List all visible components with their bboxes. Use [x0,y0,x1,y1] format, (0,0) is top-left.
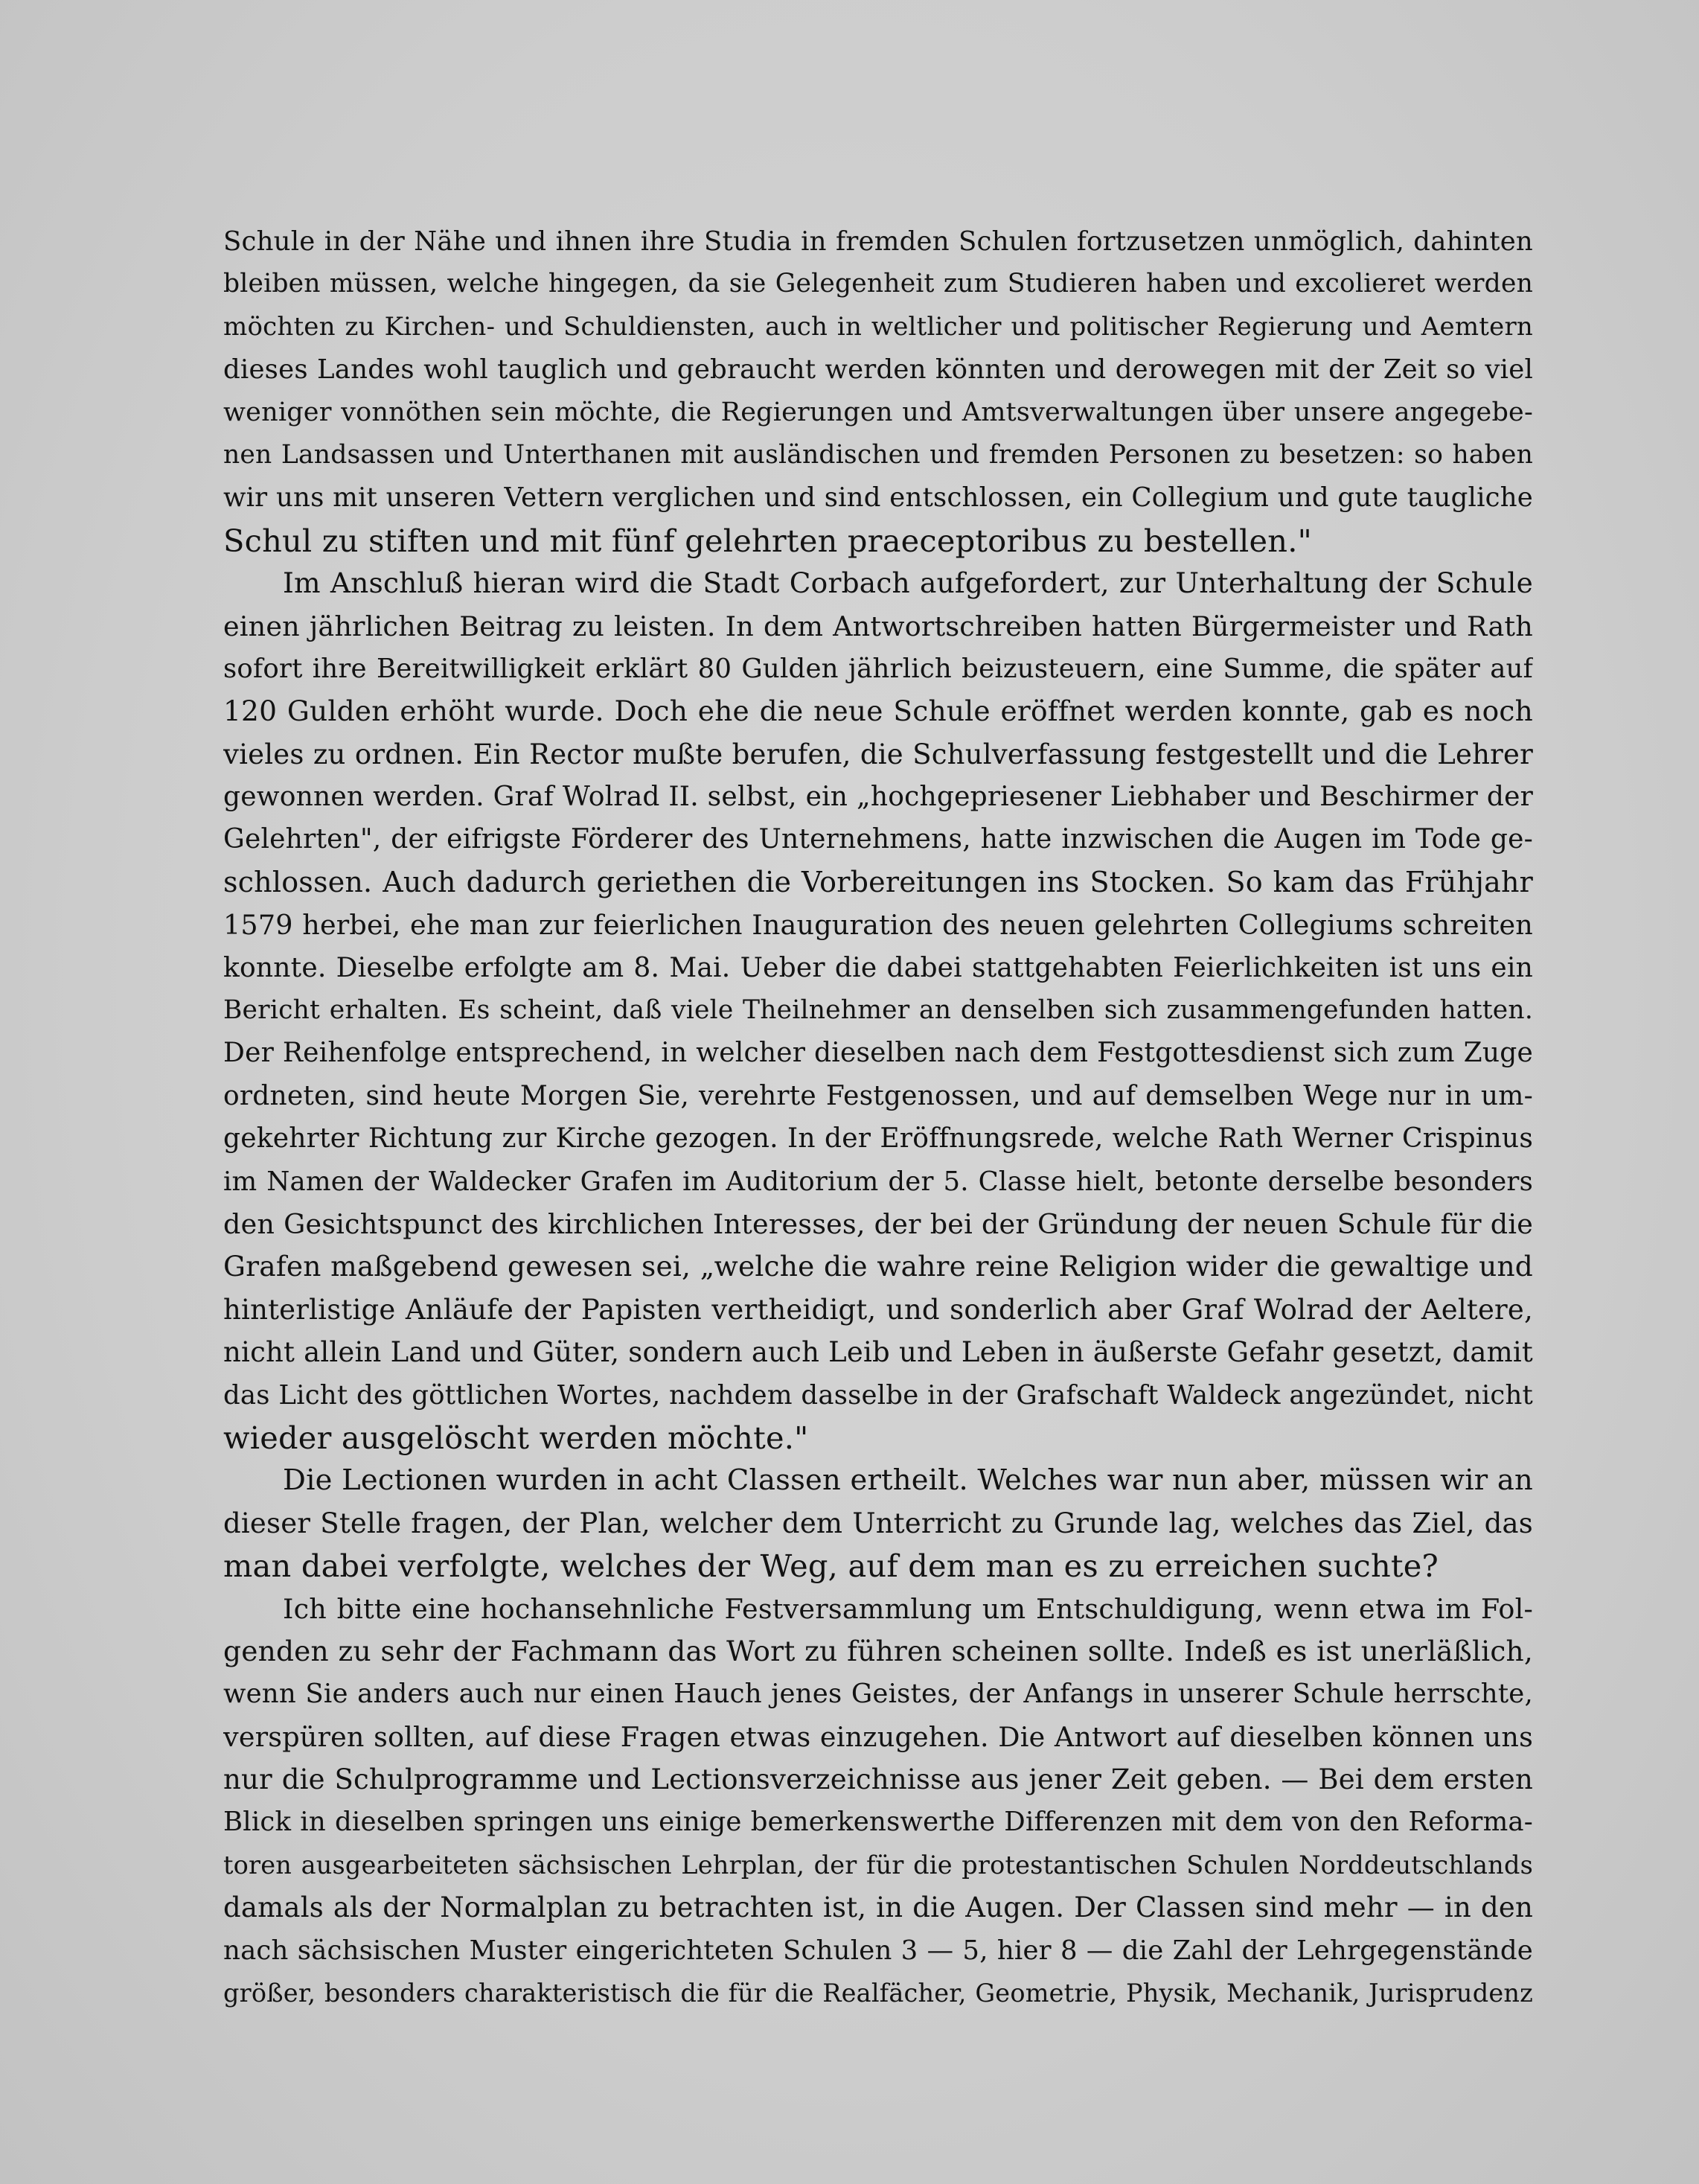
text-line: nur die Schulprogramme und Lectionsverzeichnisse aus jener Zeit geben. — Bei dem ersten [223,1763,1533,1796]
text-line: Im Anschluß hieran wird die Stadt Corbach aufgefordert, zur Unterhaltung der Schule [283,566,1533,600]
text-line: nach sächsischen Muster eingerichteten Schulen 3 — 5, hier 8 — die Zahl der Lehrgegenstände [223,1935,1533,1966]
text-line: Schule in der Nähe und ihnen ihre Studia in fremden Schulen fortzusetzen unmöglich, dahinten [223,226,1533,257]
text-line: Blick in dieselben springen uns einige bemerkenswerthe Differenzen mit dem von den Reforma- [223,1807,1533,1838]
text-line: wieder ausgelöscht werden möchte." [223,1419,809,1456]
text-line: konnte. Dieselbe erfolgte am 8. Mai. Ueber die dabei stattgehabten Feierlichkeiten ist uns ein [223,952,1533,983]
text-line: toren ausgearbeiteten sächsischen Lehrplan, der für die protestantischen Schulen Norddeutschlands [223,1850,1533,1880]
text-line: den Gesichtspunct des kirchlichen Interesses, der bei der Gründung der neuen Schule für die [223,1207,1533,1240]
text-line: Schul zu stiften und mit fünf gelehrten praeceptoribus zu bestellen." [223,522,1312,559]
paragraph-4 [223,1588,1533,2015]
text-line: im Namen der Waldecker Grafen im Auditorium der 5. Classe hielt, betonte derselbe besonders [223,1166,1533,1197]
text-line: nen Landsassen und Unterthanen mit ausländischen und fremden Personen zu besetzen: so haben [223,439,1533,470]
text-line: weniger vonnöthen sein möchte, die Regierungen und Amtsverwaltungen über unsere angegebe- [223,397,1533,427]
text-line: wenn Sie anders auch nur einen Hauch jenes Geistes, der Anfangs in unserer Schule herrschte, [223,1679,1533,1710]
text-line: dieser Stelle fragen, der Plan, welcher dem Unterricht zu Grunde lag, welches das Ziel, das [223,1507,1533,1539]
text-line: ordneten, sind heute Morgen Sie, verehrte Festgenossen, und auf demselben Wege nur in um- [223,1080,1533,1111]
text-line: schlossen. Auch dadurch geriethen die Vorbereitungen ins Stocken. So kam das Frühjahr [223,865,1533,898]
text-line: gewonnen werden. Graf Wolrad II. selbst, ein „hochgepriesener Liebhaber und Beschirmer der [223,782,1533,813]
text-line: 1579 herbei, ehe man zur feierlichen Inauguration des neuen gelehrten Collegiums schreiten [223,909,1533,942]
text-line: hinterlistige Anläufe der Papisten vertheidigt, und sonderlich aber Graf Wolrad der Aeltere, [223,1293,1533,1326]
text-line: Die Lectionen wurden in acht Classen ertheilt. Welches war nun aber, müssen wir an [283,1463,1533,1498]
text-line: das Licht des göttlichen Wortes, nachdem dasselbe in der Grafschaft Waldeck angezündet, nicht [223,1379,1533,1411]
paragraph-1 [223,220,1533,562]
text-line: verspüren sollten, auf diese Fragen etwas einzugehen. Die Antwort auf dieselben können uns [223,1720,1533,1753]
text-line: größer, besonders charakteristisch die für die Realfächer, Geometrie, Physik, Mechanik, Jurisprudenz [223,1979,1533,2008]
paragraph-2 [223,562,1533,1459]
body-text [223,220,1533,2014]
text-line: sofort ihre Bereitwilligkeit erklärt 80 Gulden jährlich beizusteuern, eine Summe, die später auf [223,653,1533,684]
text-line: möchten zu Kirchen- und Schuldiensten, auch in weltlicher und politischer Regierung und Aemtern [223,311,1533,342]
paragraph-3 [223,1459,1533,1587]
text-line: vieles zu ordnen. Ein Rector mußte berufen, die Schulverfassung festgestellt und die Lehrer [223,738,1533,770]
text-line: gekehrter Richtung zur Kirche gezogen. In der Eröffnungsrede, welche Rath Werner Crispinus [223,1123,1533,1155]
text-line: Grafen maßgebend gewesen sei, „welche die wahre reine Religion wider die gewaltige und [223,1250,1533,1283]
text-line: Der Reihenfolge entsprechend, in welcher dieselben nach dem Festgottesdienst sich zum Zuge [223,1038,1533,1069]
text-line: man dabei verfolgte, welches der Weg, auf dem man es zu erreichen suchte? [223,1548,1439,1585]
text-line: Ich bitte eine hochansehnliche Festversammlung um Entschuldigung, wenn etwa im Fol- [283,1592,1533,1625]
text-line: damals als der Normalplan zu betrachten ist, in die Augen. Der Classen sind mehr — in den [223,1891,1533,1924]
text-line: nicht allein Land und Güter, sondern auch Leib und Leben in äußerste Gefahr gesetzt, damit [223,1336,1533,1369]
text-line: 120 Gulden erhöht wurde. Doch ehe die neue Schule eröffnet werden konnte, gab es noch [223,695,1533,728]
text-line: Gelehrten", der eifrigste Förderer des Unternehmens, hatte inzwischen die Augen im Tode ge- [223,824,1533,855]
text-line: bleiben müssen, welche hingegen, da sie Gelegenheit zum Studieren haben und excolieret werden [223,269,1533,299]
text-line: wir uns mit unseren Vettern verglichen und sind entschlossen, ein Collegium und gute taugliche [223,482,1533,514]
text-line: dieses Landes wohl tauglich und gebraucht werden könnten und derowegen mit der Zeit so viel [223,354,1533,386]
text-line: einen jährlichen Beitrag zu leisten. In dem Antwortschreiben hatten Bürgermeister und Rath [223,610,1533,642]
text-line: genden zu sehr der Fachmann das Wort zu führen scheinen sollte. Indeß es ist unerläßlich, [223,1634,1533,1667]
text-line: Bericht erhalten. Es scheint, daß viele Theilnehmer an denselben sich zusammengefunden hatten. [223,995,1533,1026]
